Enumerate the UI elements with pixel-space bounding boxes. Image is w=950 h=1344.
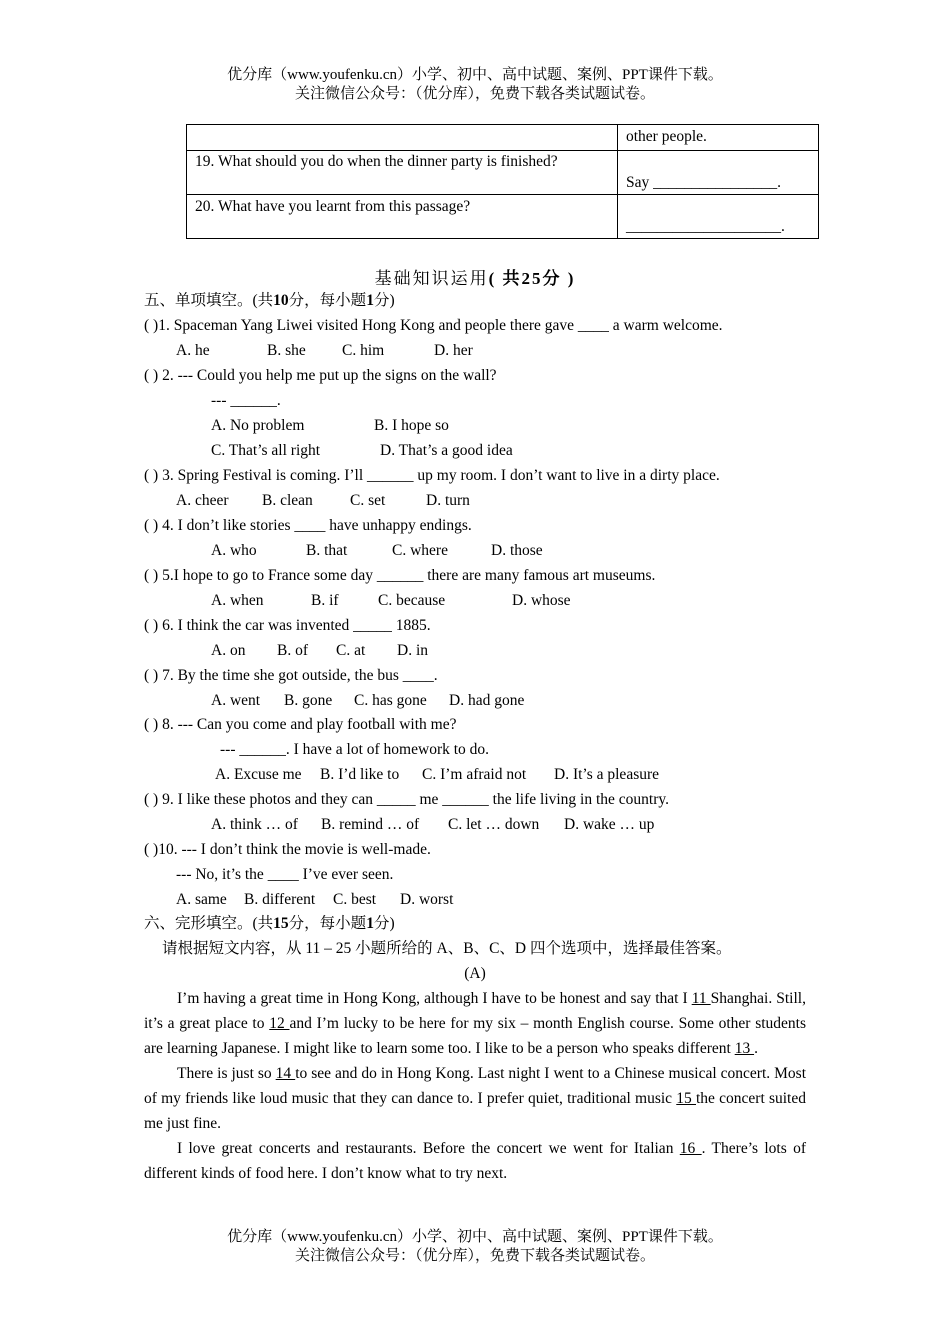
q9-option-c: C. let … down xyxy=(448,816,540,833)
question-2: ( ) 2. --- Could you help me put up the signs on the wall? xyxy=(144,367,497,384)
table-row xyxy=(187,195,819,239)
passage-label: (A) xyxy=(464,965,486,982)
q6-option-c: C. at xyxy=(336,642,366,659)
q9-option-a: A. think … of xyxy=(211,816,298,833)
question-9: ( ) 9. I like these photos and they can _____ me ______ the life living in the country. xyxy=(144,791,670,808)
q7-option-d: D. had gone xyxy=(449,692,525,709)
q2-option-d: D. That’s a good idea xyxy=(380,442,513,459)
q10-reply: --- No, it’s the ____ I’ve ever seen. xyxy=(176,866,394,883)
q3-option-d: D. turn xyxy=(426,492,470,509)
question-table xyxy=(186,124,819,239)
cloze-passage xyxy=(144,986,806,1186)
footer-line-1: 优分库（www.youfenku.cn）小学、初中、高中试题、案例、PPT课件下载。 xyxy=(227,1229,723,1245)
q3-option-b: B. clean xyxy=(262,492,313,509)
q1-option-b: B. she xyxy=(267,342,306,359)
passage-paragraph-3: I love great concerts and restaurants. Before the concert we went for Italian 16 . There’s lots of different kinds of food here. I don’t know what to try next. xyxy=(144,1140,807,1182)
part6-instruction: 请根据短文内容，从 11 – 25 小题所给的 A、B、C、D 四个选项中，选择最佳答案。 xyxy=(162,940,732,957)
q5-option-d: D. whose xyxy=(512,592,571,609)
question-6: ( ) 6. I think the car was invented _____ 1885. xyxy=(144,617,431,634)
q7-option-b: B. gone xyxy=(284,692,333,709)
blank-13: 13 xyxy=(734,1040,755,1057)
question-5: ( ) 5.I hope to go to France some day ______ there are many famous art museums. xyxy=(144,567,656,584)
q2-option-a: A. No problem xyxy=(211,417,305,434)
question-10: ( )10. --- I don’t think the movie is well-made. xyxy=(144,841,431,858)
table-cell: 20. What have you learnt from this passage? xyxy=(187,195,618,239)
part6-title: 六、完形填空。(共15分，每小题1分) xyxy=(144,915,395,932)
part5-title: 五、单项填空。(共10分，每小题1分) xyxy=(144,292,395,309)
q9-option-b: B. remind … of xyxy=(321,816,420,833)
q8-reply: --- ______. I have a lot of homework to do. xyxy=(220,741,490,758)
q5-option-a: A. when xyxy=(211,592,264,609)
question-8: ( ) 8. --- Can you come and play football with me? xyxy=(144,716,457,733)
question-1: ( )1. Spaceman Yang Liwei visited Hong Kong and people there gave ____ a warm welcome. xyxy=(144,317,723,334)
blank-11: 11 xyxy=(691,990,711,1007)
table-row xyxy=(187,125,819,151)
footer-line-2: 关注微信公众号：（优分库），免费下载各类试题试卷。 xyxy=(294,1248,655,1264)
table-row xyxy=(187,151,819,195)
q10-option-d: D. worst xyxy=(400,891,454,908)
q3-option-a: A. cheer xyxy=(176,492,229,509)
q4-option-c: C. where xyxy=(392,542,448,559)
table-cell: other people. xyxy=(618,125,819,151)
section-title: 基础知识运用( 共25分 ) xyxy=(374,269,576,288)
q7-option-c: C. has gone xyxy=(354,692,427,709)
blank-12: 12 xyxy=(269,1015,290,1032)
blank-16: 16 xyxy=(679,1140,702,1157)
passage-paragraph-2: There is just so 14 to see and do in Hong Kong. Last night I went to a Chinese musical concert. Most of my friends like loud music that they can dance to. I prefer quiet, traditional music 15 the concert suited me just fine. xyxy=(144,1065,807,1132)
q2-option-b: B. I hope so xyxy=(374,417,449,434)
q1-option-a: A. he xyxy=(176,342,210,359)
q8-option-a: A. Excuse me xyxy=(215,766,302,783)
q4-option-d: D. those xyxy=(491,542,543,559)
question-3: ( ) 3. Spring Festival is coming. I’ll ______ up my room. I don’t want to live in a dirty place. xyxy=(144,467,720,484)
q1-option-d: D. her xyxy=(434,342,473,359)
table-cell: ____________________. xyxy=(618,195,819,239)
q6-option-a: A. on xyxy=(211,642,246,659)
q2-reply: --- ______. xyxy=(211,392,281,409)
page-header xyxy=(0,66,950,104)
table-cell: Say ________________. xyxy=(618,151,819,195)
q8-option-d: D. It’s a pleasure xyxy=(554,766,660,783)
q5-option-b: B. if xyxy=(311,592,339,609)
passage-paragraph-1: I’m having a great time in Hong Kong, although I have to be honest and say that I 11 Shanghai. Still, it’s a great place to 12 and I’m lucky to be here for my six – month English course. Some other students are learning Japanese. I might like to learn some too. I like to be a person who speaks different 13 . xyxy=(144,990,806,1057)
q1-option-c: C. him xyxy=(342,342,385,359)
question-7: ( ) 7. By the time she got outside, the bus ____. xyxy=(144,667,438,684)
q2-option-c: C. That’s all right xyxy=(211,442,321,459)
blank-14: 14 xyxy=(275,1065,296,1082)
header-line-2: 关注微信公众号：（优分库），免费下载各类试题试卷。 xyxy=(294,86,655,102)
q8-option-c: C. I’m afraid not xyxy=(422,766,527,783)
q6-option-b: B. of xyxy=(277,642,308,659)
q5-option-c: C. because xyxy=(378,592,446,609)
q9-option-d: D. wake … up xyxy=(564,816,655,833)
q8-option-b: B. I’d like to xyxy=(320,766,400,783)
q4-option-a: A. who xyxy=(211,542,257,559)
page-footer xyxy=(0,1228,950,1266)
q10-option-c: C. best xyxy=(333,891,377,908)
table-cell xyxy=(187,125,618,151)
q6-option-d: D. in xyxy=(397,642,428,659)
table-cell: 19. What should you do when the dinner party is finished? xyxy=(187,151,618,195)
q4-option-b: B. that xyxy=(306,542,348,559)
q7-option-a: A. went xyxy=(211,692,261,709)
q10-option-b: B. different xyxy=(244,891,316,908)
question-4: ( ) 4. I don’t like stories ____ have unhappy endings. xyxy=(144,517,472,534)
q10-option-a: A. same xyxy=(176,891,227,908)
header-line-1: 优分库（www.youfenku.cn）小学、初中、高中试题、案例、PPT课件下载。 xyxy=(227,67,723,83)
q3-option-c: C. set xyxy=(350,492,386,509)
blank-15: 15 xyxy=(676,1090,696,1107)
